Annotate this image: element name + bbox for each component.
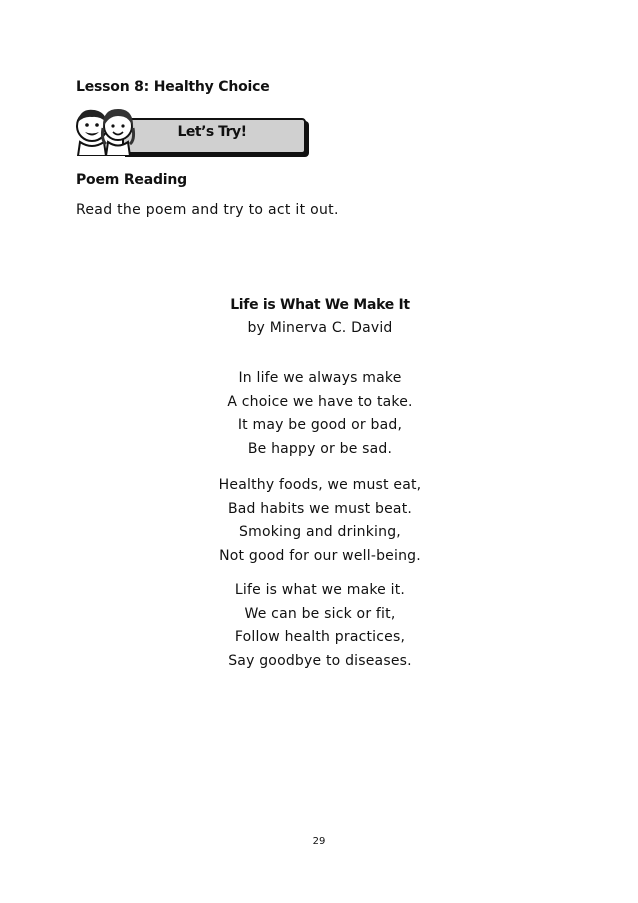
- lets-try-banner: [70, 104, 310, 156]
- section-title: Poem Reading: [76, 172, 187, 188]
- poem-title: Life is What We Make It: [230, 297, 410, 313]
- children-illustration-icon: [70, 104, 140, 156]
- poem-line: In life we always make: [238, 370, 402, 386]
- poem-stanza: [120, 367, 520, 461]
- poem-line: Healthy foods, we must eat,: [218, 477, 422, 493]
- page-number: 29: [312, 836, 326, 847]
- poem-stanza: [120, 579, 520, 673]
- poem-line: Follow health practices,: [234, 629, 406, 645]
- poem-stanza: [120, 474, 520, 568]
- poem-author: by Minerva C. David: [247, 320, 393, 336]
- poem-line: A choice we have to take.: [227, 393, 413, 410]
- poem-line: It may be good or bad,: [237, 417, 403, 433]
- poem-line: Not good for our well-being.: [219, 547, 421, 564]
- poem-line: Smoking and drinking,: [239, 524, 401, 540]
- poem-line: Say goodbye to diseases.: [228, 652, 412, 669]
- poem-line: Be happy or be sad.: [247, 440, 393, 457]
- instruction-text: Read the poem and try to act it out.: [76, 202, 339, 218]
- poem-line: We can be sick or fit,: [244, 605, 396, 622]
- poem-line: Bad habits we must beat.: [227, 500, 413, 517]
- poem-line: Life is what we make it.: [234, 582, 406, 598]
- banner-label: Let’s Try!: [177, 124, 247, 140]
- lesson-title: Lesson 8: Healthy Choice: [76, 79, 270, 95]
